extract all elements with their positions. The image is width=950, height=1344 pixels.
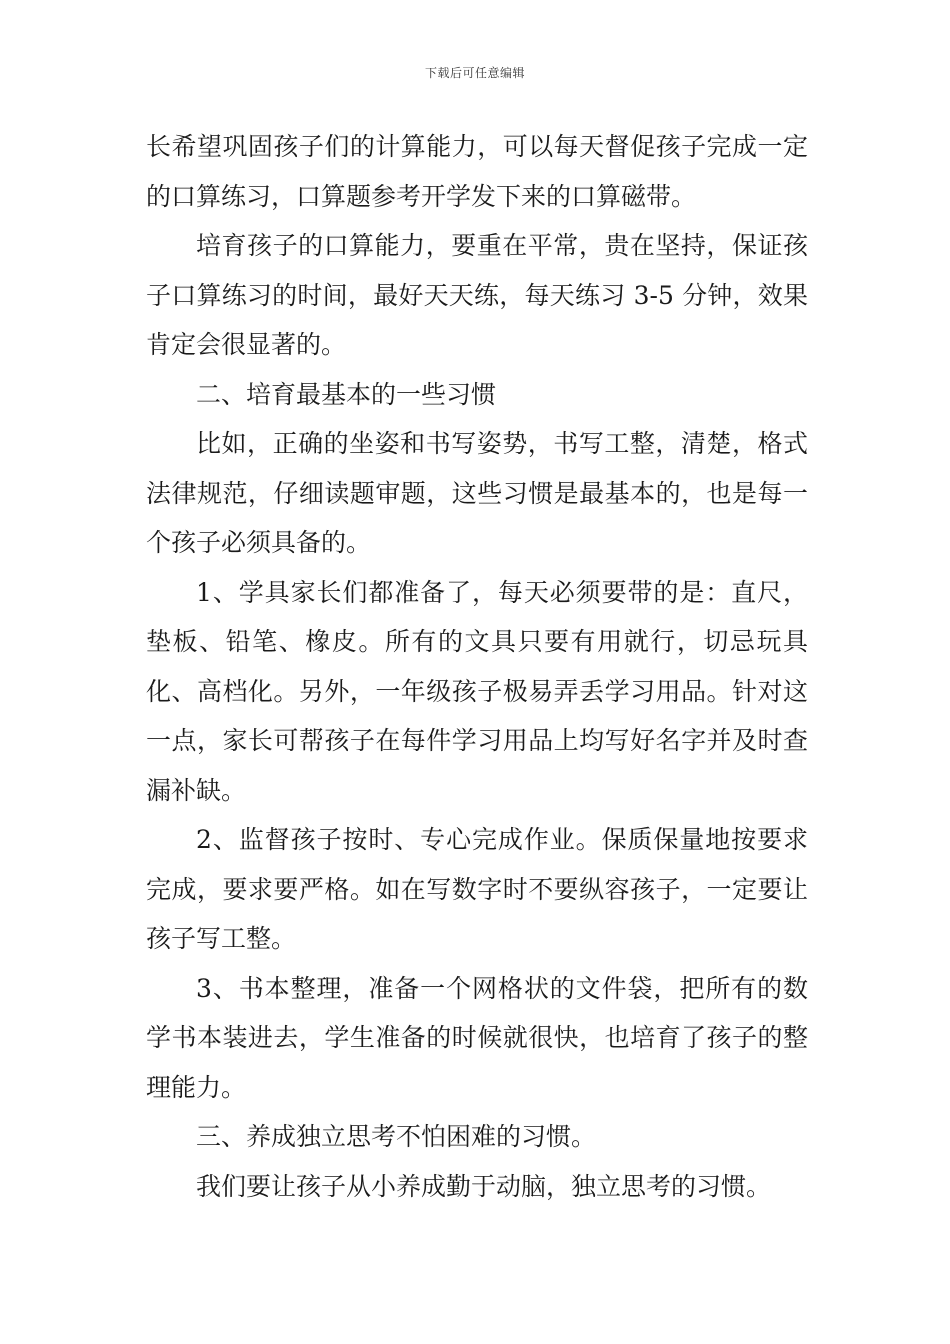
paragraph-2: 培育孩子的口算能力，要重在平常，贵在坚持，保证孩子口算练习的时间，最好天天练，每天练习 3-5 分钟，效果肯定会很显著的。 xyxy=(146,231,808,359)
section-heading-3: 三、养成独立思考不怕困难的习惯。 xyxy=(196,1122,597,1151)
paragraph-4: 我们要让孩子从小养成勤于动脑，独立思考的习惯。 xyxy=(196,1171,772,1201)
list-item-2: 2、监督孩子按时、专心完成作业。保质保量地按要求完成，要求要严格。如在写数字时不要纵容孩子，一定要让孩子写工整。 xyxy=(146,825,808,953)
list-item-3: 3、书本整理，准备一个网格状的文件袋，把所有的数学书本装进去，学生准备的时候就很快，也培育了孩子的整理能力。 xyxy=(146,973,808,1102)
page-header-note: 下载后可任意编辑 xyxy=(424,66,525,80)
paragraph-1: 长希望巩固孩子们的计算能力，可以每天督促孩子完成一定的口算练习，口算题参考开学发下来的口算磁带。 xyxy=(146,132,808,211)
section-heading-2: 二、培育最基本的一些习惯 xyxy=(196,379,497,409)
document-body xyxy=(146,122,808,1211)
list-item-1: 1、学具家长们都准备了，每天必须要带的是：直尺，垫板、铅笔、橡皮。所有的文具只要有用就行，切忌玩具化、高档化。另外，一年级孩子极易弄丢学习用品。针对这一点，家长可帮孩子在每件学习用品上均写好名字并及时查漏补缺。 xyxy=(146,577,808,805)
paragraph-3: 比如，正确的坐姿和书写姿势，书写工整，清楚，格式法律规范，仔细读题审题，这些习惯是最基本的，也是每一个孩子必须具备的。 xyxy=(146,429,808,557)
